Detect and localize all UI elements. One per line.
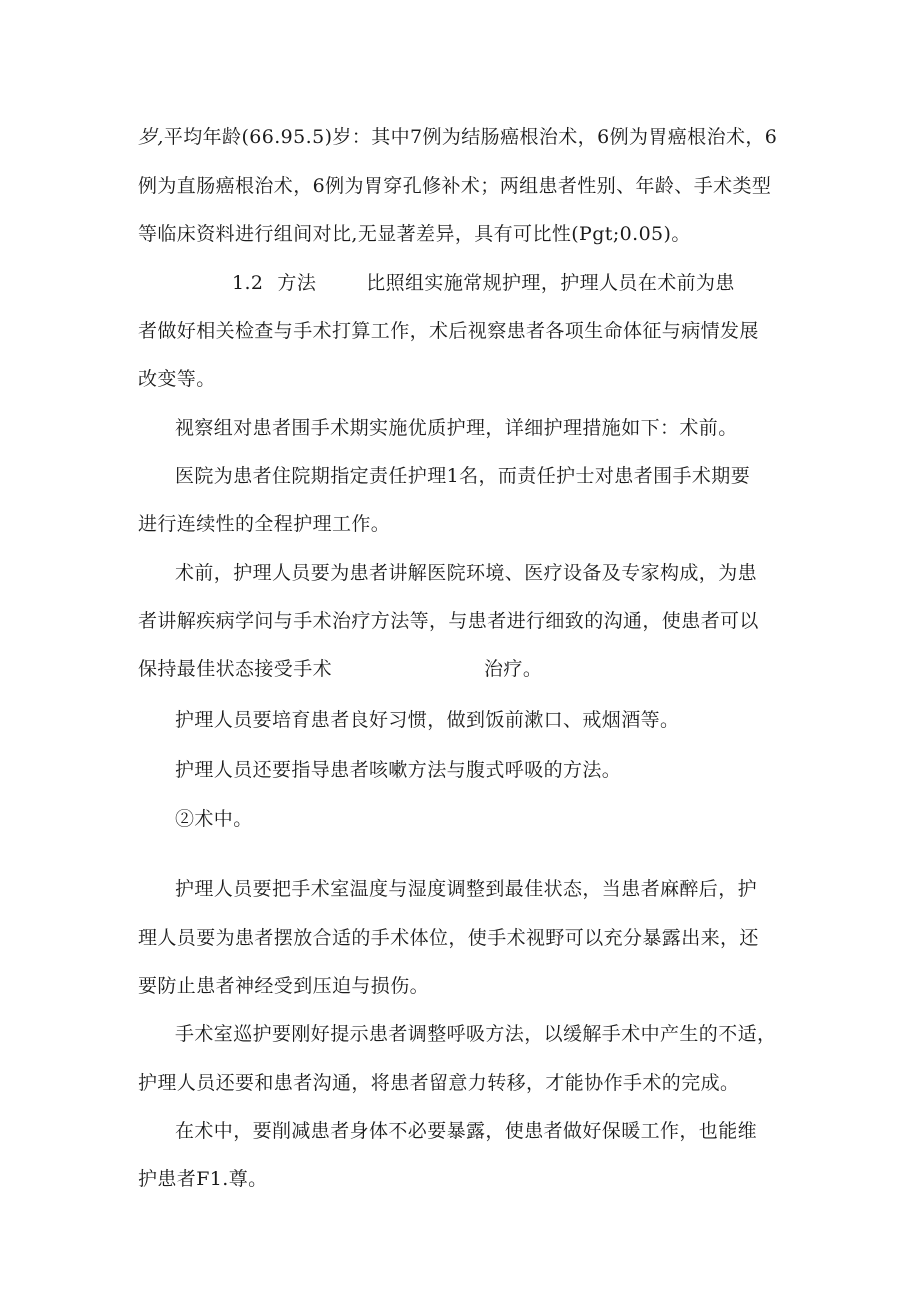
text-line: 要防止患者神经受到压迫与损伤。 (138, 975, 430, 997)
section-heading-line (232, 270, 735, 296)
text-line: 等临床资料进行组间对比,无显著差异，具有可比性(Pgt;0.05)。 (138, 223, 691, 245)
text-line: 医院为患者住院期指定责任护理1名，而责任护士对患者围手术期要 (175, 465, 751, 487)
text-segment: 保持最佳状态接受手术 (138, 658, 333, 680)
text-line: 护理人员还要指导患者咳嗽方法与腹式呼吸的方法。 (175, 759, 622, 781)
text-line: 在术中，要削减患者身体不必要暴露，使患者做好保暖工作，也能维 (175, 1120, 758, 1142)
text-line (138, 124, 777, 150)
text-line: 进行连续性的全程护理工作。 (138, 513, 391, 535)
text-line: 理人员要为患者摆放合适的手术体位，使手术视野可以充分暴露出来，还 (138, 927, 759, 949)
text-line: 护理人员还要和患者沟通，将患者留意力转移，才能协作手术的完成。 (138, 1072, 740, 1094)
section-title: 方法 (277, 272, 317, 294)
text-line: 护理人员要培育患者良好习惯，做到饭前漱口、戒烟酒等。 (175, 709, 680, 731)
text-line: 护理人员要把手术室温度与湿度调整到最佳状态，当患者麻醉后，护 (175, 878, 758, 900)
text-line: 术前，护理人员要为患者讲解医院环境、医疗设备及专家构成，为患 (175, 562, 758, 584)
section-text: 比照组实施常规护理，护理人员在术前为患 (366, 272, 735, 294)
section-number: 1.2 (232, 272, 264, 294)
text-line: 者做好相关检查与手术打算工作，术后视察患者各项生命体征与病情发展 (138, 320, 759, 342)
text-line: 者讲解疾病学问与手术治疗方法等，与患者进行细致的沟通，使患者可以 (138, 610, 759, 632)
text-segment: 治疗。 (484, 658, 543, 680)
text-line: 例为直肠癌根治术，6例为胃穿孔修补术；两组患者性别、年龄、手术类型 (138, 175, 772, 197)
text-line: 视察组对患者围手术期实施优质护理，详细护理措施如下：术前。 (175, 417, 738, 439)
text-line: 改变等。 (138, 368, 216, 390)
text-line (138, 656, 542, 682)
text-line: 手术室巡护要刚好提示患者调整呼吸方法，以缓解手术中产生的不适， (175, 1023, 777, 1045)
text-segment: 岁, (138, 126, 164, 148)
text-line: ②术中。 (175, 808, 253, 830)
text-line: 护患者F1.尊。 (138, 1168, 268, 1190)
text-segment: 平均年龄(66.95.5)岁：其中7例为结肠癌根治术，6例为胃癌根治术，6 (163, 126, 778, 148)
